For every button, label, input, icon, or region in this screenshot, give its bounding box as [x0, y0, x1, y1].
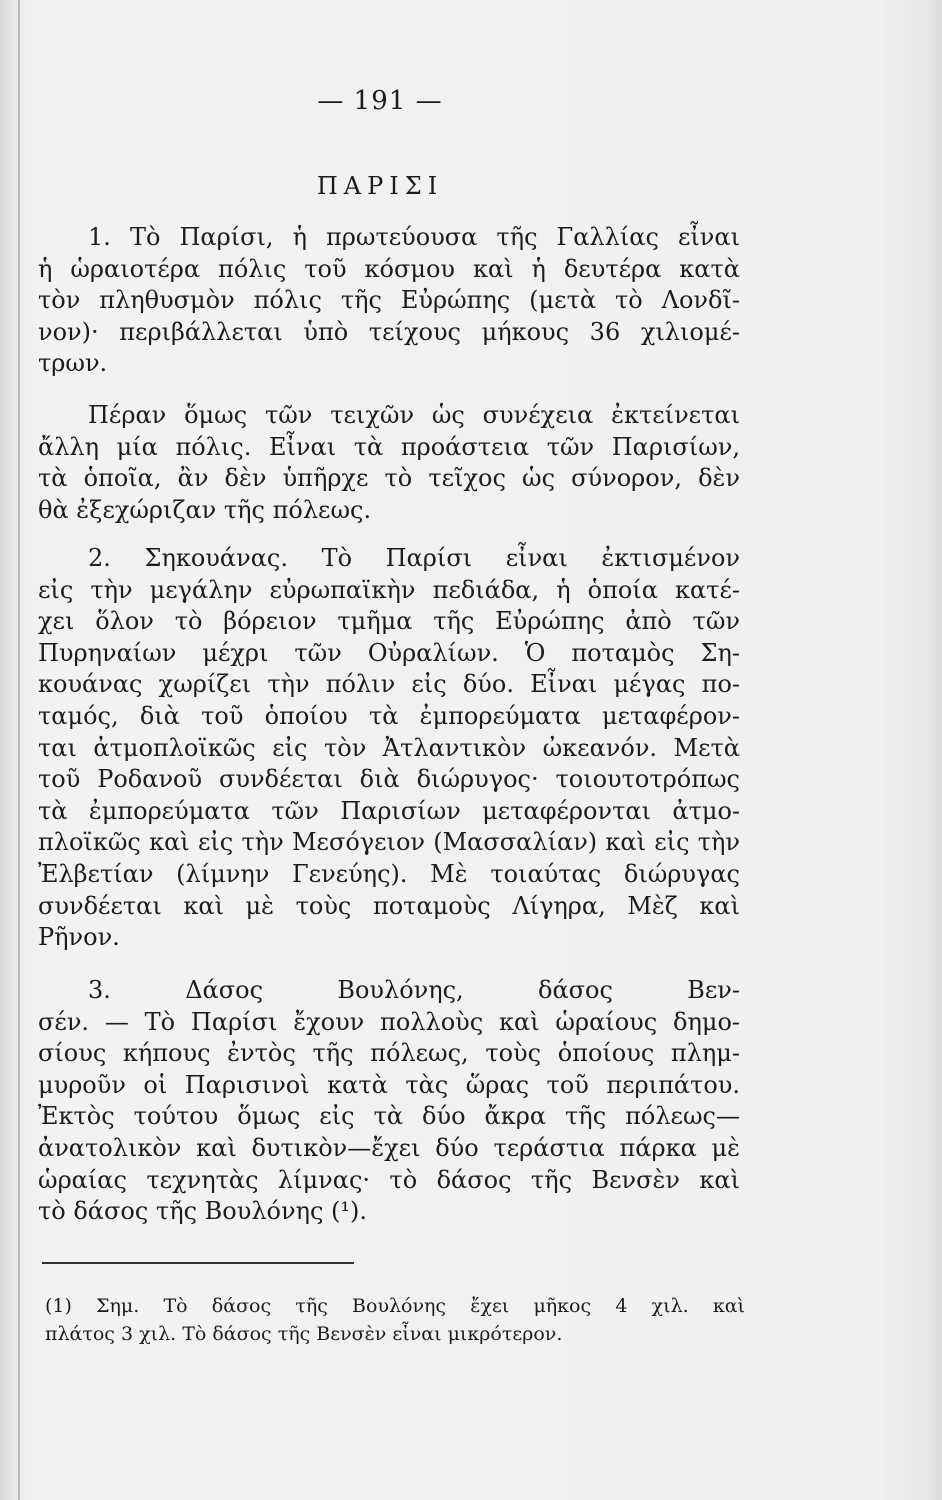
paragraph-line: ται ἀτμοπλοϊκῶς εἰς τὸν Ἀτλαντικὸν ὠκεανόν. Μετὰ: [38, 733, 740, 762]
paragraph-line: Ρῆνον.: [38, 923, 120, 952]
paragraph-line: τρων.: [38, 349, 108, 378]
paragraph-line: 1. Τὸ Παρίσι, ἡ πρωτεύουσα τῆς Γαλλίας εἶναι: [88, 223, 740, 251]
paragraph-line: συνδέεται καὶ μὲ τοὺς ποταμοὺς Λίγηρα, Μὲζ καὶ: [38, 891, 740, 920]
paragraph-line: Ἐκτὸς τούτου ὅμως εἰς τὰ δύο ἄκρα τῆς πόλεως—: [38, 1102, 740, 1131]
paragraph-line: 2. Σηκουάνας. Τὸ Παρίσι εἶναι ἐκτισμένον: [88, 544, 740, 572]
paragraph-line: 3. Δάσος Βουλόνης, δάσος Βεν-: [88, 976, 740, 1004]
paragraph-2: [38, 400, 740, 526]
paragraph-line: κουάνας χωρίζει τὴν πόλιν εἰς δύο. Εἶναι μέγας πο-: [38, 670, 740, 699]
paragraph-3: [38, 543, 740, 954]
paragraph-line: πλοϊκῶς καὶ εἰς τὴν Μεσόγειον (Μασσαλίαν) καὶ εἰς τὴν: [38, 828, 740, 857]
paragraph-line: τοῦ Ροδανοῦ συνδέεται διὰ διώρυγος· τοιουτοτρόπως: [38, 765, 740, 794]
paragraph-line: θὰ ἐξεχώριζαν τῆς πόλεως.: [38, 495, 372, 524]
paragraph-line: νον)· περιβάλλεται ὑπὸ τείχους μήκους 36 χιλιομέ-: [38, 317, 740, 346]
paragraph-line: Ἐλβετίαν (λίμνην Γενεύης). Μὲ τοιαύτας διώρυγας: [38, 859, 740, 888]
chapter-title: ΠΑΡΙΣΙ: [316, 172, 444, 200]
paragraph-line: μυροῦν οἱ Παρισινοὶ κατὰ τὰς ὥρας τοῦ περιπάτου.: [38, 1070, 740, 1099]
paragraph-line: Πέραν ὅμως τῶν τειχῶν ὡς συνέχεια ἐκτείνεται: [88, 401, 740, 429]
page-number: — 191 —: [317, 86, 443, 116]
paragraph-4: [38, 975, 740, 1228]
footnote-line: πλάτος 3 χιλ. Τὸ δάσος τῆς Βενσὲν εἶναι μικρότερον.: [45, 1323, 563, 1345]
paragraph-line: τὰ ὁποῖα, ἂν δὲν ὑπῆρχε τὸ τεῖχος ὡς σύνορον, δὲν: [38, 464, 740, 493]
paragraph-line: τὸ δάσος τῆς Βουλόνης (¹).: [38, 1197, 367, 1226]
paragraph-line: τὰ ἐμπορεύματα τῶν Παρισίων μεταφέρονται ἀτμο-: [38, 796, 740, 825]
paragraph-line: σέν. — Τὸ Παρίσι ἔχουν πολλοὺς καὶ ὡραίους δημο-: [38, 1007, 740, 1036]
paragraph-line: τὸν πληθυσμὸν πόλις τῆς Εὐρώπης (μετὰ τὸ Λονδῖ-: [38, 286, 740, 315]
footnote-divider: [42, 1262, 354, 1264]
page-spine-shadow: [18, 0, 20, 1500]
paragraph-line: ταμός, διὰ τοῦ ὁποίου τὰ ἐμπορεύματα μεταφέρον-: [38, 701, 740, 730]
footnote-line: (1) Σημ. Τὸ δάσος τῆς Βουλόνης ἔχει μῆκος 4 χιλ. καὶ: [45, 1295, 745, 1317]
footnote: [45, 1292, 745, 1348]
paragraph-line: ἄλλη μία πόλις. Εἶναι τὰ προάστεια τῶν Παρισίων,: [38, 432, 740, 461]
paragraph-line: ὡραίας τεχνητὰς λίμνας· τὸ δάσος τῆς Βενσὲν καὶ: [38, 1165, 740, 1194]
paragraph-1: [38, 222, 740, 380]
paragraph-line: ἡ ὡραιοτέρα πόλις τοῦ κόσμου καὶ ἡ δευτέρα κατὰ: [38, 254, 740, 283]
paragraph-line: εἰς τὴν μεγάλην εὐρωπαϊκὴν πεδιάδα, ἡ ὁποία κατέ-: [38, 575, 740, 604]
paragraph-line: ἀνατολικὸν καὶ δυτικὸν—ἔχει δύο τεράστια πάρκα μὲ: [38, 1133, 740, 1162]
paragraph-line: σίους κήπους ἐντὸς τῆς πόλεως, τοὺς ὁποίους πλημ-: [38, 1039, 740, 1068]
paragraph-line: Πυρηναίων μέχρι τῶν Οὐραλίων. Ὁ ποταμὸς Ση-: [38, 638, 740, 667]
paragraph-line: χει ὅλον τὸ βόρειον τμῆμα τῆς Εὐρώπης ἀπὸ τῶν: [38, 607, 740, 636]
